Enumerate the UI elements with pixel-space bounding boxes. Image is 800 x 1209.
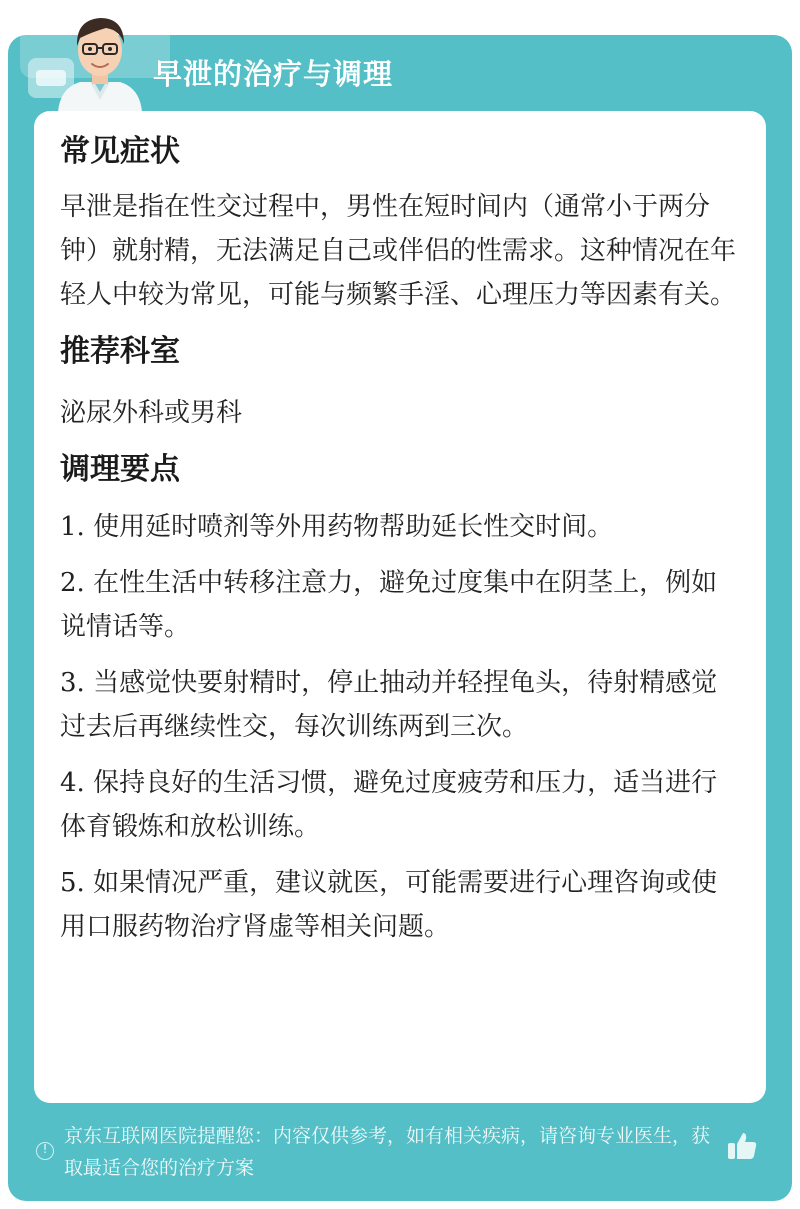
symptoms-text: 早泄是指在性交过程中，男性在短时间内（通常小于两分钟）就射精，无法满足自己或伴侣的性需求。这种情况在年轻人中较为常见，可能与频繁手淫、心理压力等因素有关。 bbox=[60, 192, 737, 310]
list-item-number: 4. bbox=[60, 768, 85, 798]
department-title: 推荐科室 bbox=[60, 334, 180, 369]
list-item bbox=[60, 861, 740, 949]
list-item-number: 3. bbox=[60, 668, 85, 698]
list-item-text: 在性生活中转移注意力，避免过度集中在阴茎上，例如说情话等。 bbox=[60, 568, 718, 642]
list-item-number: 5. bbox=[60, 868, 85, 898]
thumbs-up-icon[interactable] bbox=[726, 1130, 758, 1162]
disclaimer bbox=[36, 1120, 726, 1184]
doctor-avatar-icon bbox=[50, 8, 150, 112]
page-title: 早泄的治疗与调理 bbox=[153, 57, 394, 91]
info-icon bbox=[36, 1142, 54, 1160]
list-item bbox=[60, 561, 740, 649]
department-text: 泌尿外科或男科 bbox=[60, 398, 243, 428]
list-item-text: 当感觉快要射精时，停止抽动并轻捏龟头，待射精感觉过去后再继续性交，每次训练两到三次。 bbox=[60, 668, 718, 742]
list-item-text: 使用延时喷剂等外用药物帮助延长性交时间。 bbox=[93, 512, 614, 542]
list-item-number: 1. bbox=[60, 512, 85, 542]
list-item bbox=[60, 761, 740, 849]
list-item-text: 如果情况严重，建议就医，可能需要进行心理咨询或使用口服药物治疗肾虚等相关问题。 bbox=[60, 868, 718, 942]
list-item-number: 2. bbox=[60, 568, 85, 598]
info-card bbox=[34, 111, 766, 1103]
care-list bbox=[60, 505, 740, 949]
care-title: 调理要点 bbox=[60, 452, 180, 487]
list-item bbox=[60, 661, 740, 749]
list-item-text: 保持良好的生活习惯，避免过度疲劳和压力，适当进行体育锻炼和放松训练。 bbox=[60, 768, 718, 842]
list-item bbox=[60, 505, 740, 549]
symptoms-title: 常见症状 bbox=[60, 134, 180, 169]
disclaimer-text: 京东互联网医院提醒您：内容仅供参考，如有相关疾病，请咨询专业医生，获取最适合您的治疗方案 bbox=[64, 1125, 711, 1179]
